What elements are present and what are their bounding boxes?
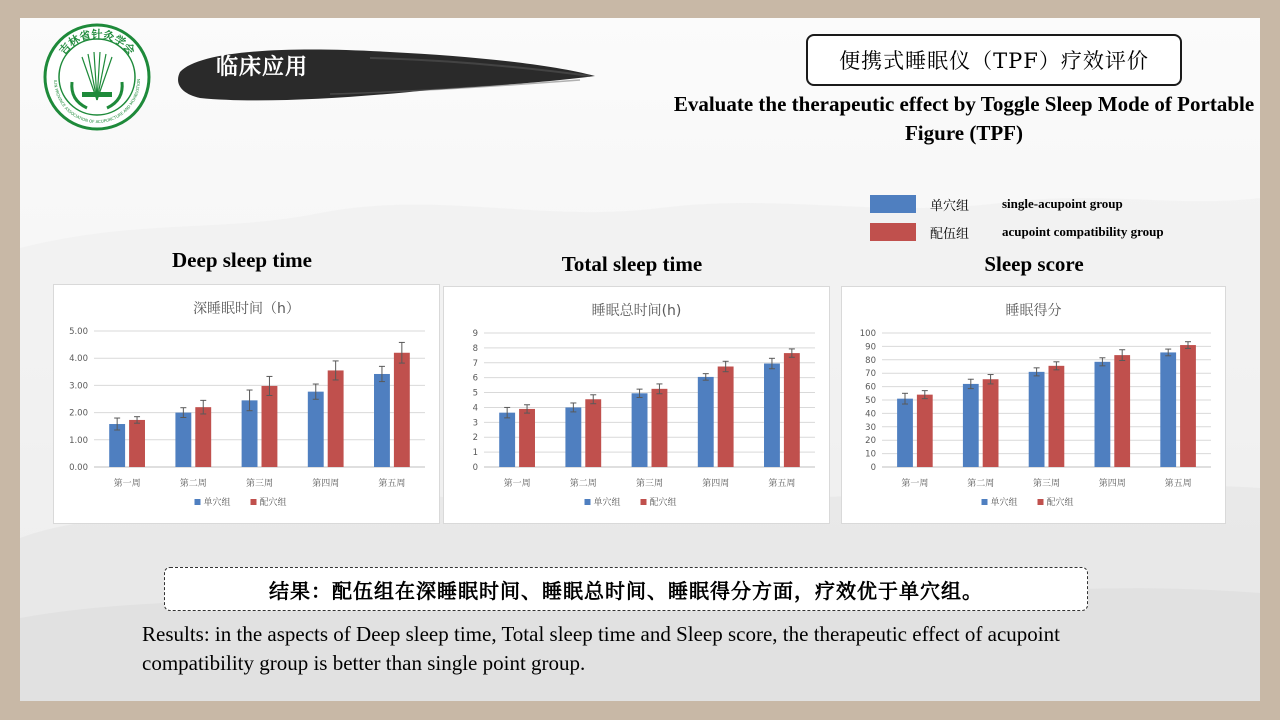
- chart-title: 睡眠得分: [1005, 303, 1062, 319]
- heading-sleep-score: Sleep score: [984, 252, 1084, 276]
- bar-single: [897, 399, 913, 467]
- y-tick-label: 2: [472, 433, 478, 444]
- top-legend: [870, 190, 1164, 246]
- y-tick-label: 4: [472, 403, 478, 414]
- bar-single: [565, 407, 581, 467]
- section-tag: 临床应用: [216, 55, 309, 80]
- bar-compat: [983, 379, 999, 467]
- chart-deep-sleep: [53, 284, 440, 524]
- legend-label: 配穴组: [1046, 498, 1074, 508]
- chart-sleep-score: [841, 286, 1226, 524]
- bar-compat: [585, 399, 601, 467]
- legend-marker: [641, 499, 647, 505]
- bar-compat: [1049, 366, 1065, 467]
- y-tick-label: 0: [870, 463, 876, 473]
- y-tick-label: 0.00: [69, 463, 88, 473]
- bar-compat: [917, 395, 933, 467]
- y-tick-label: 90: [865, 342, 876, 353]
- bar-compat: [1180, 345, 1196, 467]
- legend-item-compat: [870, 218, 1164, 246]
- bar-compat: [718, 367, 734, 468]
- x-tick-label: 第三周: [1032, 479, 1061, 489]
- legend-cn-compat: 配伍组: [930, 226, 970, 242]
- y-tick-label: 3.00: [69, 381, 88, 392]
- y-tick-label: 4.00: [69, 354, 88, 365]
- y-tick-label: 5.00: [69, 327, 88, 337]
- legend-label: 单穴组: [203, 498, 231, 508]
- y-tick-label: 5: [472, 388, 478, 399]
- slide: [20, 18, 1260, 701]
- chart-svg: [842, 287, 1225, 523]
- legend-marker: [251, 499, 257, 505]
- legend-marker: [982, 499, 988, 505]
- y-tick-label: 30: [865, 422, 876, 433]
- result-en: Results: in the aspects of Deep sleep time, Total sleep time and Sleep score, the therapeutic effect of acupoint compatibility group is better than single point group.: [142, 622, 1060, 675]
- legend-marker: [585, 499, 591, 505]
- title-en: Evaluate the therapeutic effect by Toggle Sleep Mode of Portable Figure (TPF): [673, 92, 1255, 145]
- legend-label: 配穴组: [649, 498, 677, 508]
- legend-marker: [1038, 499, 1044, 505]
- legend-marker: [195, 499, 201, 505]
- chart-total-sleep: [443, 286, 830, 524]
- y-tick-label: 1.00: [69, 435, 88, 446]
- y-tick-label: 2.00: [69, 408, 88, 419]
- y-tick-label: 0: [472, 463, 478, 473]
- legend-en-compat: acupoint compatibility group: [1002, 224, 1164, 239]
- chart-svg: [54, 285, 439, 523]
- bar-compat: [784, 353, 800, 467]
- legend-swatch-compat: [870, 223, 916, 241]
- bar-single: [374, 374, 390, 467]
- chart-svg: [444, 287, 829, 523]
- y-tick-label: 8: [472, 343, 478, 354]
- bar-single: [1029, 372, 1045, 467]
- bar-single: [698, 377, 714, 467]
- legend-en-single: single-acupoint group: [1002, 196, 1123, 211]
- bar-compat: [328, 370, 344, 467]
- y-tick-label: 1: [472, 448, 478, 459]
- bar-single: [963, 384, 979, 467]
- legend-swatch-single: [870, 195, 916, 213]
- x-tick-label: 第二周: [179, 479, 207, 489]
- bar-compat: [262, 386, 278, 467]
- chart-title: 深睡眠时间（h）: [193, 301, 300, 317]
- legend-label: 单穴组: [990, 498, 1018, 508]
- logo-bottom-text: ILIN PROVINCE ASSOCIATION OF ACUPUNCTURE AND MOXIBUSTION: [52, 78, 142, 124]
- chart-title: 睡眠总时间(h): [591, 303, 682, 319]
- x-tick-label: 第五周: [768, 479, 796, 489]
- bar-compat: [394, 353, 410, 467]
- y-tick-label: 10: [865, 449, 876, 460]
- x-tick-label: 第三周: [245, 479, 274, 489]
- heading-deep-sleep: Deep sleep time: [172, 248, 312, 272]
- title-cn: 便携式睡眠仪（TPF）疗效评价: [806, 34, 1182, 86]
- bar-single: [1160, 352, 1176, 467]
- x-tick-label: 第一周: [901, 479, 929, 489]
- y-tick-label: 7: [472, 358, 478, 369]
- x-tick-label: 第一周: [113, 479, 141, 489]
- y-tick-label: 20: [865, 436, 876, 447]
- result-cn: 结果：配伍组在深睡眠时间、睡眠总时间、睡眠得分方面，疗效优于单穴组。: [164, 567, 1088, 611]
- logo-top-text: 吉林省针灸学会: [56, 28, 138, 58]
- y-tick-label: 50: [865, 396, 876, 406]
- x-tick-label: 第五周: [378, 479, 406, 489]
- bar-compat: [195, 407, 211, 467]
- bar-single: [175, 413, 191, 467]
- bar-compat: [129, 420, 145, 467]
- y-tick-label: 100: [859, 329, 876, 339]
- bar-single: [1095, 362, 1111, 467]
- bar-compat: [1114, 355, 1130, 467]
- bar-compat: [519, 409, 535, 467]
- y-tick-label: 40: [865, 409, 876, 420]
- x-tick-label: 第二周: [569, 479, 597, 489]
- x-tick-label: 第四周: [312, 479, 340, 489]
- x-tick-label: 第四周: [702, 479, 730, 489]
- y-tick-label: 80: [865, 355, 876, 366]
- y-tick-label: 9: [472, 329, 478, 339]
- bar-single: [764, 364, 780, 467]
- x-tick-label: 第二周: [967, 479, 995, 489]
- y-tick-label: 3: [472, 418, 478, 429]
- x-tick-label: 第五周: [1164, 479, 1192, 489]
- bar-single: [632, 393, 648, 467]
- x-tick-label: 第三周: [635, 479, 664, 489]
- heading-total-sleep: Total sleep time: [561, 252, 703, 276]
- legend-label: 配穴组: [259, 498, 287, 508]
- legend-cn-single: 单穴组: [930, 198, 970, 214]
- bar-single: [308, 392, 324, 467]
- bar-compat: [652, 389, 668, 467]
- y-tick-label: 70: [865, 369, 876, 380]
- association-logo: [42, 22, 152, 132]
- legend-item-single: [870, 190, 1164, 218]
- legend-label: 单穴组: [593, 498, 621, 508]
- bar-single: [499, 413, 515, 467]
- y-tick-label: 60: [865, 382, 876, 393]
- x-tick-label: 第四周: [1098, 479, 1126, 489]
- x-tick-label: 第一周: [503, 479, 531, 489]
- y-tick-label: 6: [472, 373, 478, 384]
